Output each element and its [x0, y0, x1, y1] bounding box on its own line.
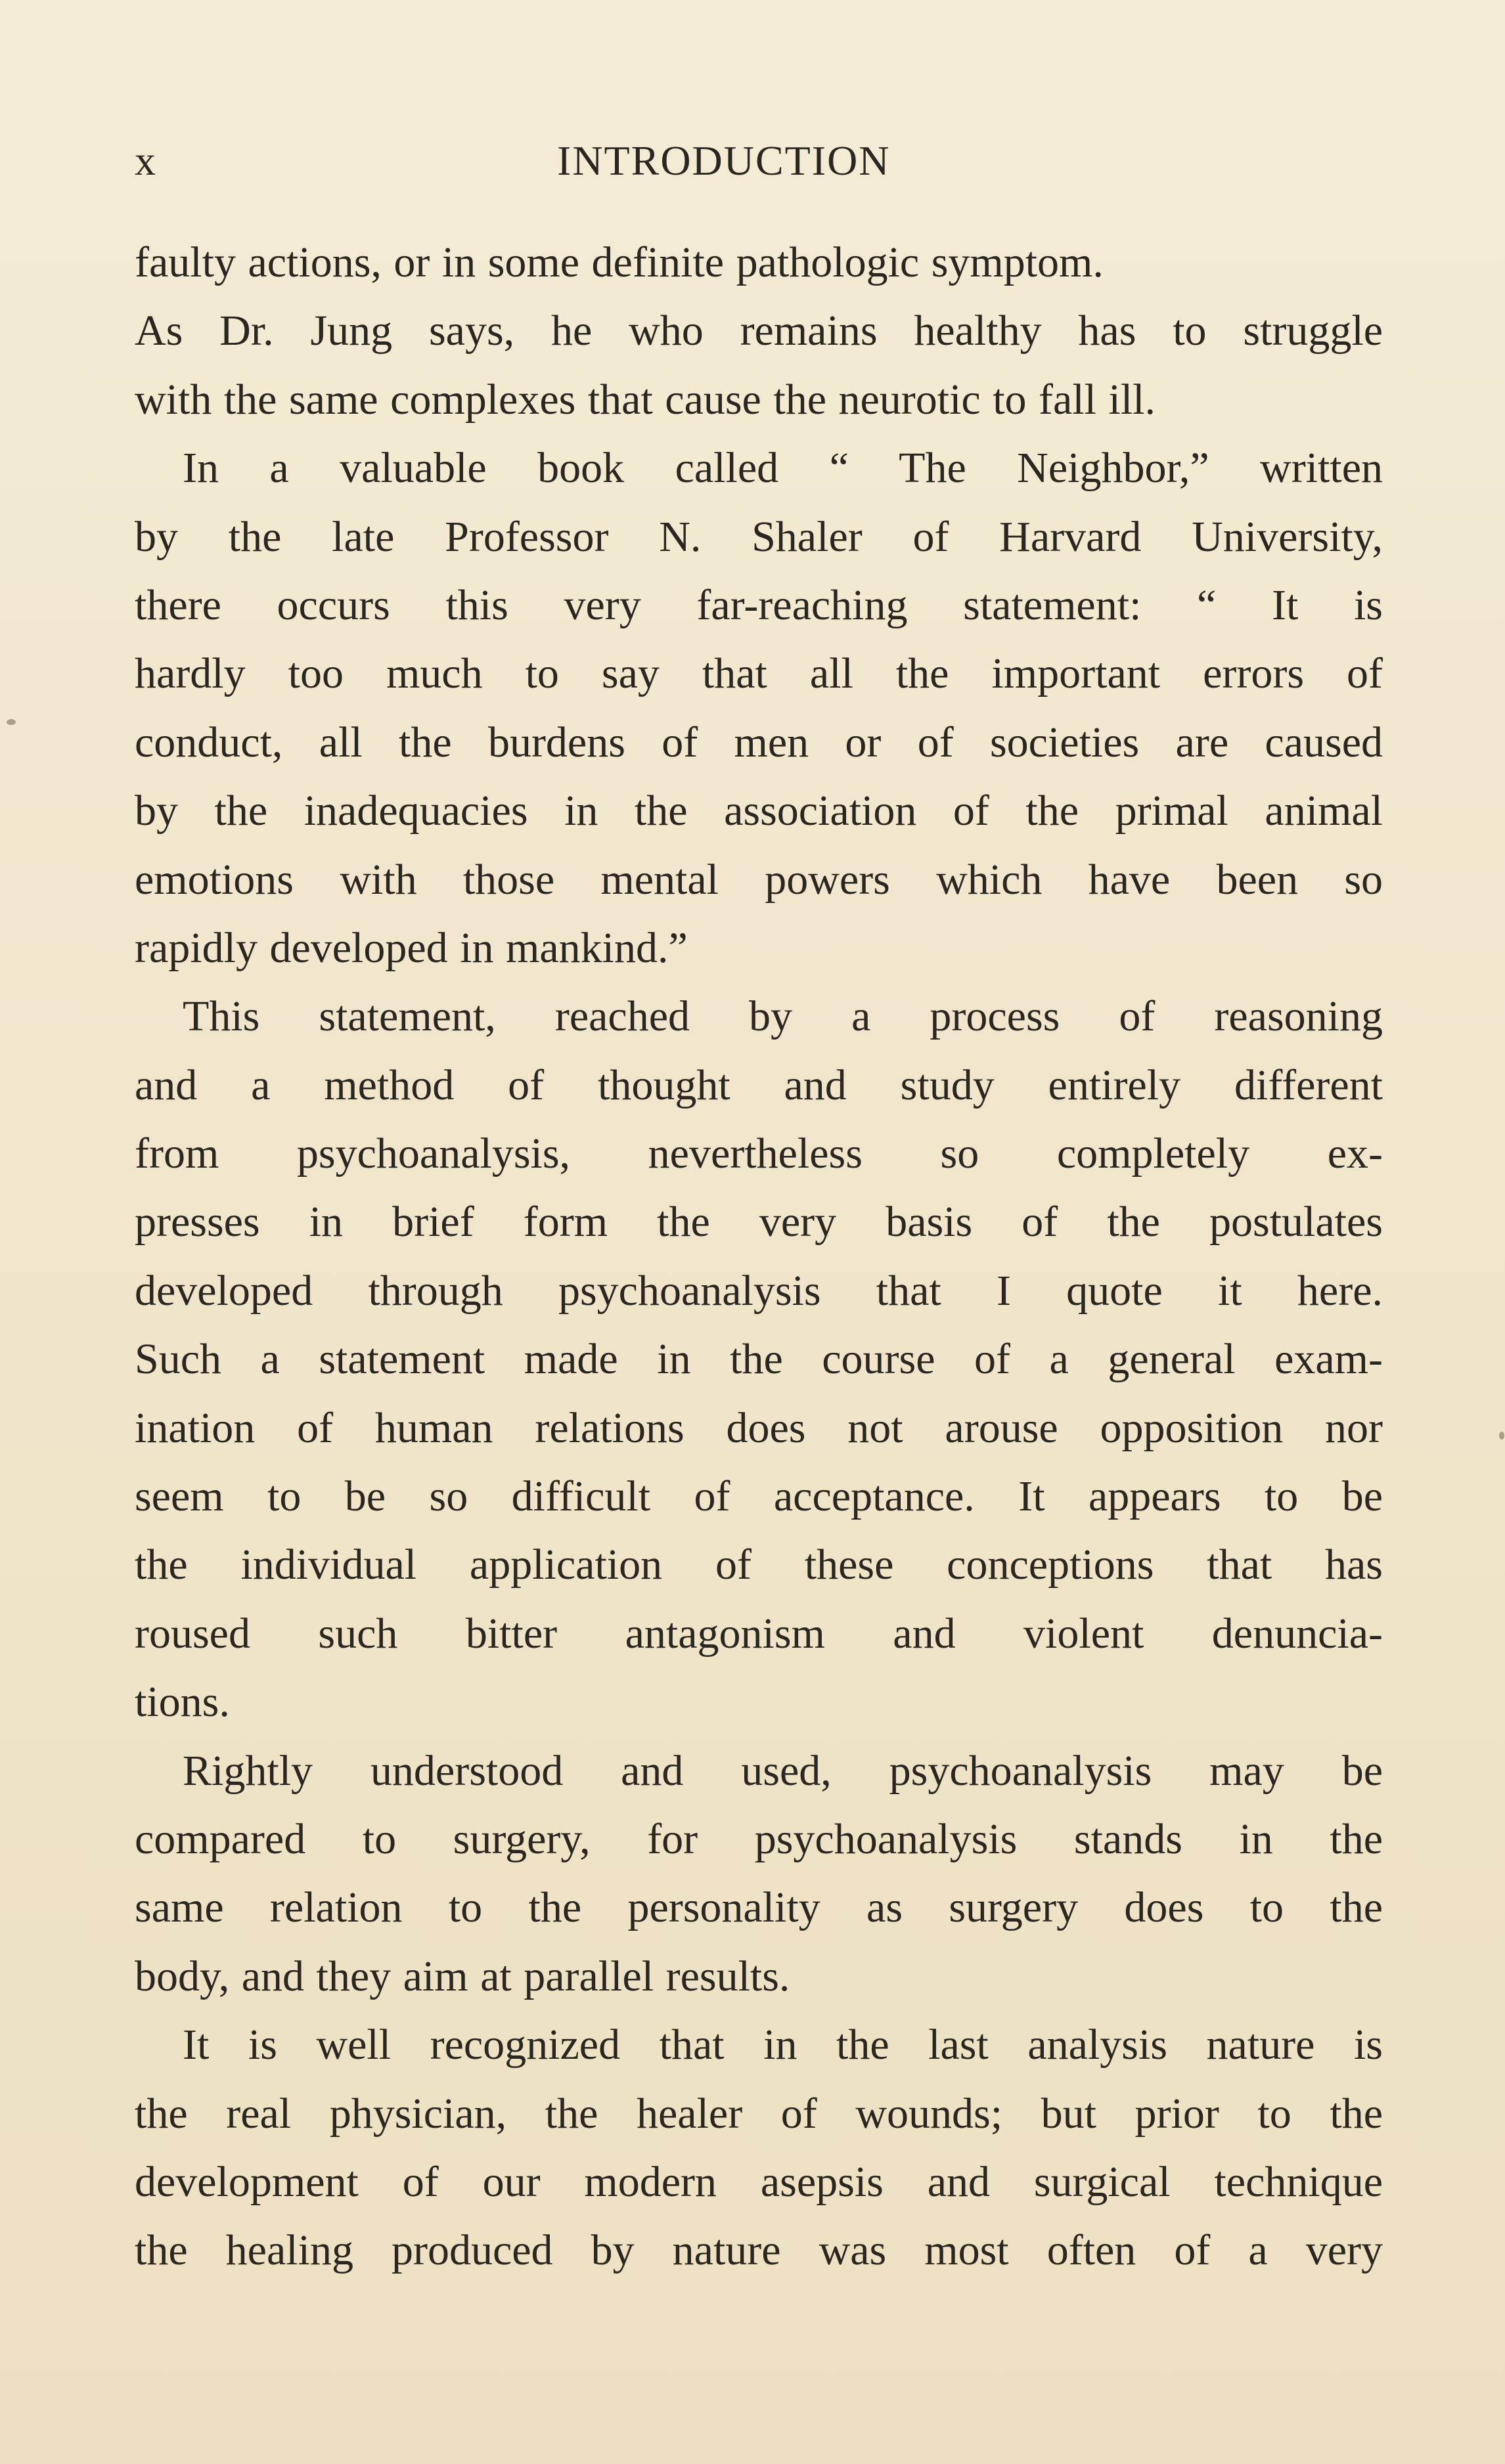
- running-head: [135, 131, 1383, 190]
- text-line: the real physician, the healer of wounds; but prior to the: [135, 2089, 1383, 2138]
- text-line: same relation to the personality as surgery does to the: [135, 1883, 1383, 1932]
- text-line: developed through psychoanalysis that I quote it here.: [135, 1266, 1383, 1315]
- text-line: ination of human relations does not arouse opposition nor: [135, 1403, 1383, 1452]
- text-line: seem to be so difficult of acceptance. It appears to be: [135, 1472, 1383, 1521]
- text-line: the individual application of these conceptions that has: [135, 1541, 1383, 1589]
- text-line: from psychoanalysis, nevertheless so completely ex-: [135, 1130, 1383, 1178]
- text-line: conduct, all the burdens of men or of societies are caused: [135, 718, 1383, 766]
- text-line: there occurs this very far-reaching statement: “ It is: [135, 581, 1383, 629]
- text-line: presses in brief form the very basis of the postulates: [135, 1198, 1383, 1246]
- paragraph-first-line: It is well recognized that in the last analysis nature is: [183, 2021, 1383, 2069]
- text-line: roused such bitter antagonism and violent denuncia-: [135, 1609, 1383, 1658]
- text-line: Such a statement made in the course of a general exam-: [135, 1335, 1383, 1384]
- body-text: [135, 229, 1383, 2285]
- paragraph-first-line: In a valuable book called “ The Neighbor,” written: [183, 444, 1383, 493]
- text-line: body, and they aim at parallel results.: [135, 1952, 790, 2000]
- text-line: and a method of thought and study entirely different: [135, 1061, 1383, 1109]
- text-line: As Dr. Jung says, he who remains healthy has to struggle: [135, 307, 1383, 355]
- paper-speck: [1499, 1432, 1504, 1440]
- text-line: faulty actions, or in some definite pathologic symptom.: [135, 238, 1104, 286]
- text-line: rapidly developed in mankind.”: [135, 923, 688, 972]
- text-line: hardly too much to say that all the important errors of: [135, 649, 1383, 698]
- text-line: tions.: [135, 1678, 230, 1727]
- paragraph-first-line: Rightly understood and used, psychoanalysis may be: [183, 1746, 1383, 1795]
- text-line: with the same complexes that cause the neurotic to fall ill.: [135, 375, 1156, 424]
- text-line: by the inadequacies in the association of the primal animal: [135, 787, 1383, 835]
- text-line: the healing produced by nature was most often of a very: [135, 2226, 1383, 2275]
- text-line: by the late Professor N. Shaler of Harvard University,: [135, 512, 1383, 561]
- paragraph-first-line: This statement, reached by a process of reasoning: [183, 992, 1383, 1041]
- page-number: x: [135, 137, 156, 184]
- chapter-title: INTRODUCTION: [557, 137, 891, 184]
- paper-speck: [7, 719, 16, 725]
- text-line: compared to surgery, for psychoanalysis stands in the: [135, 1815, 1383, 1863]
- text-line: development of our modern asepsis and surgical technique: [135, 2157, 1383, 2206]
- text-line: emotions with those mental powers which have been so: [135, 855, 1383, 904]
